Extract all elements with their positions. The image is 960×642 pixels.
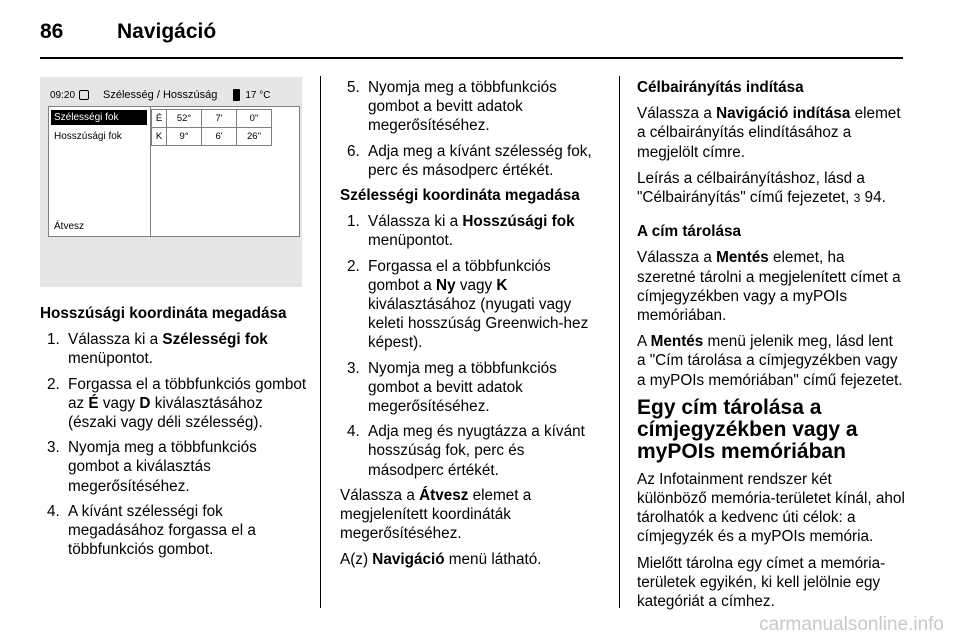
step-text: Nyomja meg a többfunkciós gombot a kiválasztás megerősítéséhez. bbox=[68, 439, 257, 495]
step-number: 1. bbox=[47, 331, 60, 349]
screen-title: Szélesség / Hosszúság bbox=[103, 89, 218, 101]
step-text: Nyomja meg a többfunkciós gombot a bevitt adatok megerősítéséhez. bbox=[368, 79, 557, 135]
step-number: 4. bbox=[47, 502, 60, 520]
screen-status-bar bbox=[48, 85, 300, 105]
step-emphasis: Szélességi fok bbox=[162, 331, 268, 349]
step-text: menüpontot. bbox=[68, 350, 154, 368]
step-item bbox=[40, 502, 308, 560]
paragraph bbox=[340, 550, 604, 569]
text: menü látható. bbox=[444, 551, 542, 569]
step-text: vagy bbox=[455, 276, 497, 294]
page-number: 86 bbox=[40, 20, 64, 43]
paragraph bbox=[637, 248, 905, 325]
step-item bbox=[40, 375, 308, 433]
text: A(z) bbox=[340, 551, 373, 569]
grid-sec: 26" bbox=[237, 128, 272, 146]
column-2 bbox=[340, 78, 604, 577]
grid-sec: 0" bbox=[237, 110, 272, 128]
phone-icon bbox=[233, 89, 240, 101]
grid-min: 7' bbox=[202, 110, 237, 128]
step-item bbox=[340, 257, 604, 353]
step-text: Forgassa el a többfunkciós gombot a bbox=[368, 257, 551, 294]
emphasis: Navigáció indítása bbox=[716, 105, 851, 123]
screen-illustration bbox=[40, 77, 302, 287]
steps-list bbox=[340, 78, 604, 180]
paragraph: Mielőtt tárolna egy címet a memória-területek egyikén, ki kell jelölnie egy kategóriát a címhez. bbox=[637, 554, 886, 611]
step-number: 2. bbox=[347, 257, 360, 275]
step-emphasis: K bbox=[496, 276, 508, 294]
step-text: Adja meg a kívánt szélesség fok, perc és másodperc értékét. bbox=[368, 142, 592, 179]
step-number: 2. bbox=[47, 375, 60, 393]
text: elemet a megjelenített koordináták megerősítéséhez. bbox=[340, 486, 532, 543]
step-emphasis: D bbox=[139, 394, 151, 412]
screen-menu-longitude: Hosszúsági fok bbox=[54, 131, 122, 142]
emphasis: Átvesz bbox=[419, 486, 469, 504]
screen-grid-row bbox=[152, 110, 272, 128]
screen-time: 09:20 bbox=[50, 89, 76, 101]
header-rule bbox=[40, 57, 903, 59]
step-text: menüpontot. bbox=[368, 232, 454, 250]
screen-menu-latitude: Szélességi fok bbox=[51, 110, 147, 125]
step-item bbox=[340, 78, 604, 136]
column-1 bbox=[40, 304, 308, 565]
step-number: 1. bbox=[347, 213, 360, 231]
paragraph bbox=[637, 169, 905, 208]
screen-menu bbox=[49, 107, 149, 236]
step-emphasis: É bbox=[88, 394, 99, 412]
step-number: 5. bbox=[347, 79, 360, 96]
section-heading-store-address: A cím tárolása bbox=[637, 223, 742, 241]
screen-grid-row bbox=[152, 128, 272, 146]
clock-icon bbox=[79, 90, 89, 100]
text: Válassza a bbox=[637, 249, 717, 267]
paragraph bbox=[637, 104, 905, 162]
grid-label: É bbox=[152, 110, 167, 128]
step-number: 3. bbox=[47, 439, 60, 457]
text: menü jelenik meg, lásd lent a "Cím tárolása a címjegyzékben vagy a myPOIs memóriában" című fejezetet. bbox=[637, 333, 903, 389]
grid-deg: 9° bbox=[167, 128, 202, 146]
emphasis: Navigáció bbox=[372, 551, 445, 569]
grid-label: K bbox=[152, 128, 167, 146]
step-text: A kívánt szélességi fok megadásához forgassa el a többfunkciós gombot. bbox=[68, 502, 256, 559]
step-number: 6. bbox=[347, 142, 360, 160]
page-title: Navigáció bbox=[117, 20, 217, 43]
column-3 bbox=[637, 78, 905, 618]
step-emphasis: Ny bbox=[436, 276, 456, 294]
step-text: vagy bbox=[98, 394, 140, 412]
step-emphasis: Hosszúsági fok bbox=[462, 213, 575, 231]
emphasis: Mentés bbox=[716, 249, 769, 267]
step-item bbox=[40, 438, 308, 496]
section-heading-longitude: Hosszúsági koordináta megadása bbox=[40, 305, 287, 322]
step-item bbox=[40, 330, 308, 368]
step-text: Adja meg és nyugtázza a kívánt hosszúság fok, perc és másodperc értékét. bbox=[368, 423, 585, 479]
step-item bbox=[340, 422, 604, 480]
step-number: 4. bbox=[347, 423, 360, 441]
step-text: Nyomja meg a többfunkciós gombot a bevitt adatok megerősítéséhez. bbox=[368, 359, 557, 416]
step-item bbox=[340, 359, 604, 417]
paragraph: Az Infotainment rendszer két különböző memória-területet kínál, ahol tárolhatók a kedvenc úti célok: a címjegyzék és a myPOIs memória. bbox=[637, 470, 905, 546]
page-reference-icon: 3 bbox=[853, 191, 861, 206]
text: elemet a célbairányítás elindításához a megjelölt címre. bbox=[637, 105, 901, 161]
step-item bbox=[340, 142, 604, 180]
step-text: Forgassa el a többfunkciós gombot az bbox=[68, 375, 307, 412]
emphasis: Mentés bbox=[650, 333, 704, 351]
step-number: 3. bbox=[347, 359, 360, 377]
grid-deg: 52° bbox=[167, 110, 202, 128]
screen-coordinate-grid bbox=[151, 109, 272, 146]
step-text: Válassza ki a bbox=[68, 331, 163, 349]
steps-list bbox=[340, 212, 604, 480]
section-heading-address-book: Egy cím tárolása a címjegyzékben vagy a myPOIs memóriában bbox=[637, 395, 858, 463]
screen-back: Átvesz bbox=[54, 221, 85, 232]
step-text: kiválasztásához (északi vagy déli szélesség). bbox=[68, 394, 263, 432]
watermark: carmanualsonline.info bbox=[759, 614, 944, 635]
text: A bbox=[637, 333, 651, 351]
screen-temperature: 17 °C bbox=[245, 89, 271, 101]
text: Válassza a bbox=[340, 486, 420, 504]
column-divider bbox=[320, 76, 321, 608]
section-heading-start-guidance: Célbairányítás indítása bbox=[637, 79, 804, 96]
text: Válassza a bbox=[637, 105, 717, 123]
paragraph bbox=[637, 332, 905, 390]
grid-min: 6' bbox=[202, 128, 237, 146]
step-item bbox=[340, 212, 604, 250]
text: elemet, ha szeretné tárolni a megjelenített címet a címjegyzékben vagy a myPOIs memóriában. bbox=[637, 249, 901, 325]
step-text: kiválasztásához (nyugati vagy keleti hosszúság Greenwich-hez képest). bbox=[368, 296, 589, 352]
step-text: Válassza ki a bbox=[368, 213, 463, 231]
column-divider bbox=[619, 76, 620, 608]
screen-display bbox=[48, 106, 300, 237]
page-reference: 94. bbox=[860, 189, 886, 207]
paragraph bbox=[340, 486, 604, 544]
steps-list bbox=[40, 330, 308, 559]
section-heading-latitude: Szélességi koordináta megadása bbox=[340, 187, 580, 205]
text: Leírás a célbairányításhoz, lásd a "Célbairányítás" című fejezetet, bbox=[637, 169, 865, 207]
